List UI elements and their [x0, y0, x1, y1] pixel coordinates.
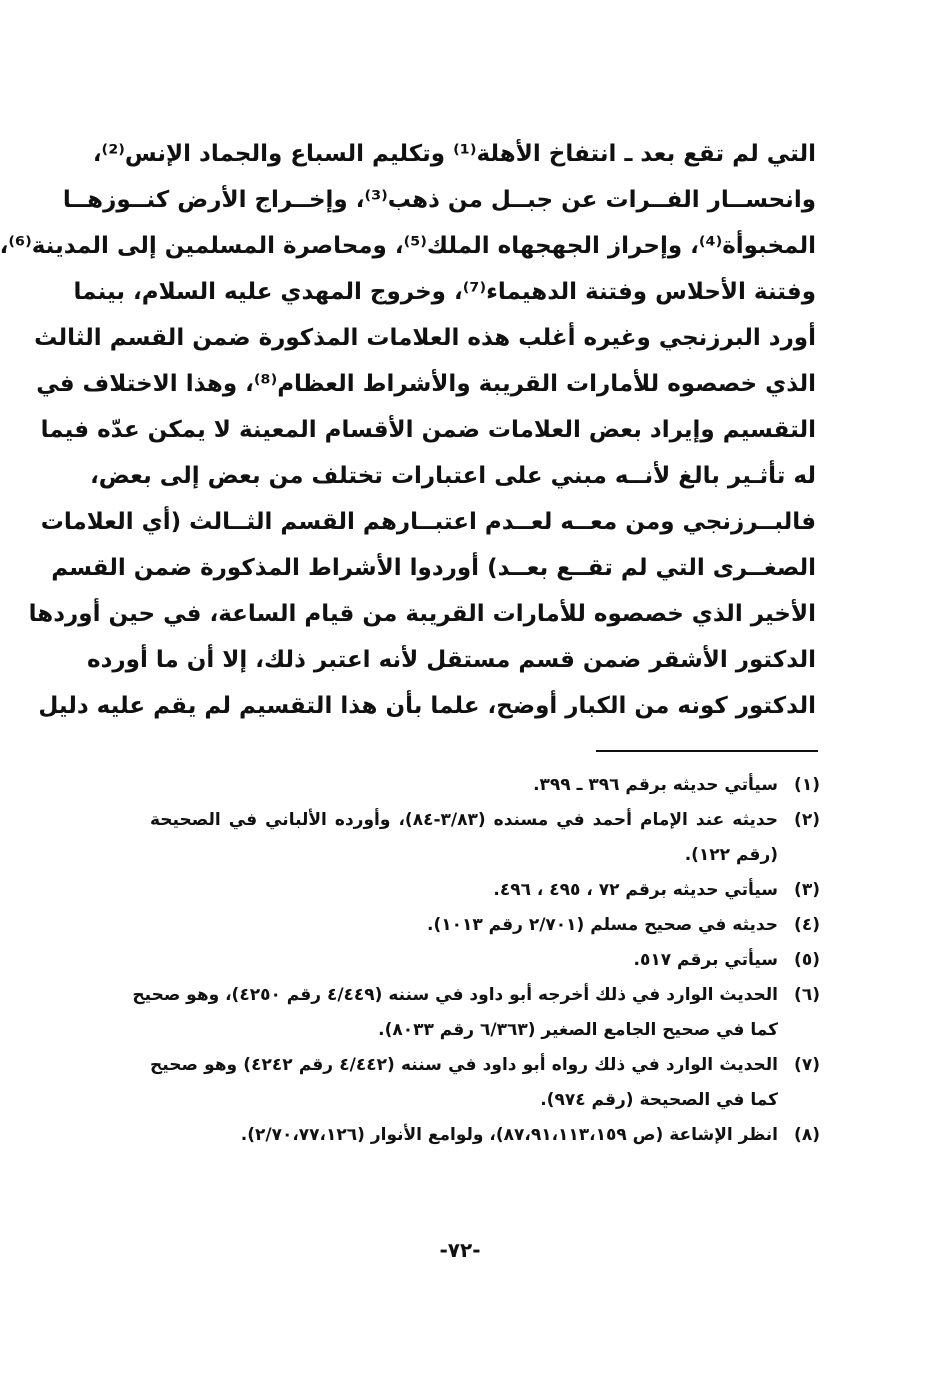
footnote-1 [150, 768, 820, 803]
footnote-number: (٤) [794, 915, 820, 935]
text-line-8: له تأثـير بالغ لأنــه مبني على اعتبارات تختلف من بعض إلى بعض، [90, 463, 816, 489]
main-text-body [0, 131, 816, 729]
footnote-8 [150, 1118, 820, 1153]
footnote-4 [150, 908, 820, 943]
footnote-6 [132, 978, 820, 1048]
footnote-number: (٥) [794, 950, 820, 970]
text-line-1: التي لم تقع بعد ـ انتفاخ الأهلة⁽¹⁾ وتكليم السباع والجماد الإنس⁽²⁾، [92, 141, 816, 167]
footnote-number: (٦) [794, 985, 820, 1005]
footnote-text-continued: كما في صحيح الجامع الصغير (٦/٣٦٣ رقم ٨٠٣٣). [378, 1020, 778, 1040]
text-line-7: التقسيم وإيراد بعض العلامات ضمن الأقسام المعينة لا يمكن عدّه فيما [40, 417, 816, 443]
footnote-text: سيأتي برقم ٥١٧. [633, 950, 778, 970]
text-line-2: وانحســار الفــرات عن جبــل من ذهب⁽³⁾، وإخــراج الأرض كنــوزهــا [62, 187, 816, 213]
footnote-text: سيأتي حديثه برقم ٣٩٦ ـ ٣٩٩. [533, 775, 778, 795]
text-line-5: أورد البرزنجي وغيره أغلب هذه العلامات المذكورة ضمن القسم الثالث [34, 325, 816, 351]
footnote-number: (٣) [794, 880, 820, 900]
footnote-number: (١) [794, 775, 820, 795]
footnote-number: (٨) [794, 1125, 820, 1145]
text-line-11: الأخير الذي خصصوه للأمارات القريبة من قيام الساعة، في حين أوردها [28, 601, 816, 627]
footnote-text: انظر الإشاعة (ص ٨٧،٩١،١١٣،١٥٩)، ولوامع الأنوار (٢/٧٠،٧٧،١٢٦). [240, 1125, 778, 1145]
footnote-separator [596, 750, 818, 752]
text-line-6: الذي خصصوه للأمارات القريبة والأشراط العظام⁽⁸⁾، وهذا الاختلاف في [36, 371, 816, 397]
text-line-10: الصغــرى التي لم تقــع بعــد) أوردوا الأشراط المذكورة ضمن القسم [51, 555, 816, 581]
footnote-text: حديثه عند الإمام أحمد في مسنده (٣/٨٣-٨٤)، وأورده الألباني في الصحيحة [150, 810, 778, 830]
page-number: -٧٢- [439, 1238, 481, 1262]
footnote-text: الحديث الوارد في ذلك أخرجه أبو داود في سننه (٤/٤٤٩ رقم ٤٢٥٠)، وهو صحيح [132, 985, 778, 1005]
text-line-9: فالبــرزنجي ومن معــه لعــدم اعتبــارهم القسم الثــالث (أي العلامات [40, 509, 816, 535]
footnote-number: (٧) [794, 1055, 820, 1075]
footnote-5 [150, 943, 820, 978]
footnote-7 [150, 1048, 820, 1118]
footnote-number: (٢) [794, 810, 820, 830]
footnotes [132, 768, 820, 1153]
footnote-text: سيأتي حديثه برقم ٧٢ ، ٤٩٥ ، ٤٩٦. [493, 880, 778, 900]
footnote-text: الحديث الوارد في ذلك رواه أبو داود في سننه (٤/٤٤٢ رقم ٤٢٤٢) وهو صحيح [150, 1055, 779, 1075]
footnote-text-continued: (رقم ١٢٢). [684, 845, 778, 865]
footnote-3 [150, 873, 820, 908]
footnote-text-continued: كما في الصحيحة (رقم ٩٧٤). [540, 1090, 778, 1110]
text-line-4: وفتنة الأحلاس وفتنة الدهيماء⁽⁷⁾، وخروج المهدي عليه السلام، بينما [73, 279, 816, 305]
footnote-text: حديثه في صحيح مسلم (٢/٧٠١ رقم ١٠١٣). [426, 915, 778, 935]
text-line-13: الدكتور كونه من الكبار أوضح، علما بأن هذا التقسيم لم يقم عليه دليل [38, 693, 816, 719]
footnote-2 [150, 803, 820, 873]
text-line-12: الدكتور الأشقر ضمن قسم مستقل لأنه اعتبر ذلك، إلا أن ما أورده [87, 647, 816, 673]
text-line-3: المخبوأة⁽⁴⁾، وإحراز الجهجهاه الملك⁽⁵⁾، ومحاصرة المسلمين إلى المدينة⁽⁶⁾، [0, 233, 816, 259]
